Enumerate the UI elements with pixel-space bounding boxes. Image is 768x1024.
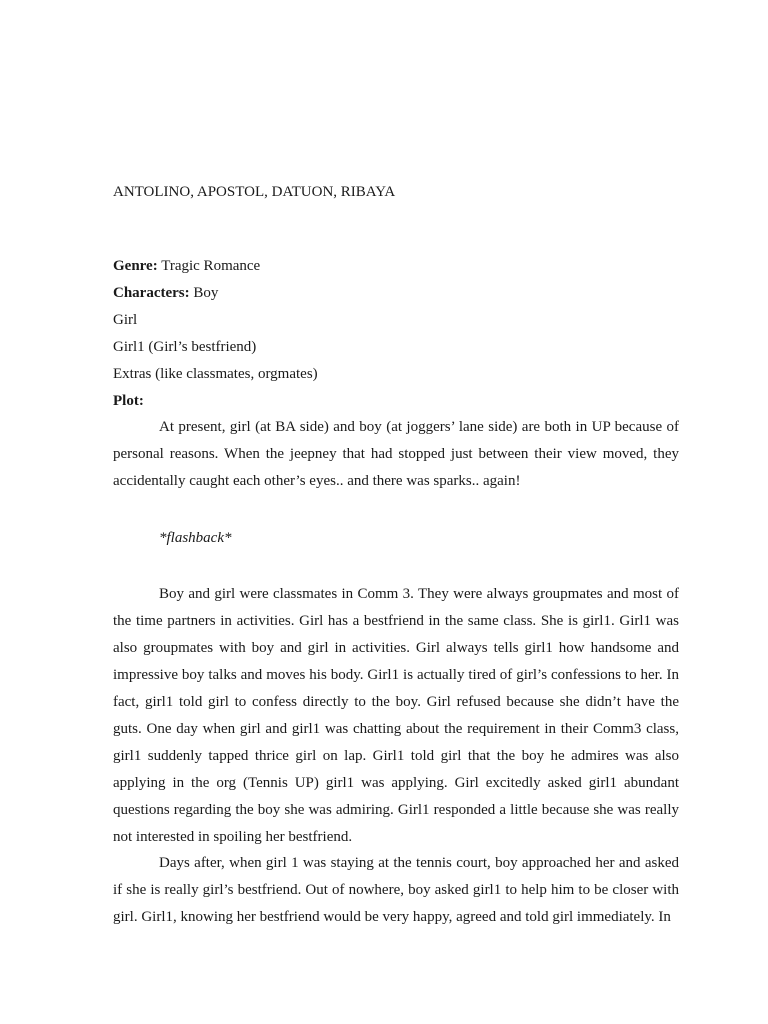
plot-label: Plot: bbox=[113, 393, 144, 409]
flashback-marker: *flashback* bbox=[159, 530, 232, 546]
genre-value: Tragic Romance bbox=[157, 258, 261, 274]
paragraph-flashback: Boy and girl were classmates in Comm 3. They were always groupmates and most of the time partners in activities. Girl has a bestfriend in the same class. She is girl1. Girl1 was also groupmates with boy and girl in activities. Girl always tells girl1 how handsome and impressive boy talks and moves his body. Girl1 is actually tired of girl’s confessions to her. In fact, girl1 told girl to confess directly to the boy. Girl refused because she didn’t have the guts. One day when girl and girl1 was chatting about the requirement in their Comm3 class, girl1 suddenly tapped thrice girl on lap. Girl1 told girl that the boy he admires was also applying in the org (Tennis UP) girl1 was applying. Girl excitedly asked girl1 abundant questions regarding the boy she was admiring. Girl1 responded a little because she was really not interested in spoiling her bestfriend. bbox=[113, 586, 679, 845]
character-girl1: Girl1 (Girl’s bestfriend) bbox=[113, 339, 257, 355]
paragraph-present: At present, girl (at BA side) and boy (at joggers’ lane side) are both in UP because of personal reasons. When the jeepney that had stopped just between their view moved, they accidentally caught each other’s eyes.. and there was sparks.. again! bbox=[113, 419, 679, 489]
plot-line bbox=[113, 391, 144, 411]
character-girl: Girl bbox=[113, 312, 138, 328]
characters-label: Characters: bbox=[113, 285, 190, 301]
characters-line bbox=[113, 283, 218, 303]
character-extras: Extras (like classmates, orgmates) bbox=[113, 366, 318, 382]
genre-label: Genre: bbox=[113, 258, 158, 274]
paragraph-days-after: Days after, when girl 1 was staying at the tennis court, boy approached her and asked if she is really girl’s bestfriend. Out of nowhere, boy asked girl1 to help him to be closer with girl. Girl1, knowing her bestfriend would be very happy, agreed and told girl immediately. In bbox=[113, 855, 679, 925]
genre-line bbox=[113, 256, 260, 276]
characters-value: Boy bbox=[189, 285, 219, 301]
authors-line: ANTOLINO, APOSTOL, DATUON, RIBAYA bbox=[113, 184, 396, 200]
